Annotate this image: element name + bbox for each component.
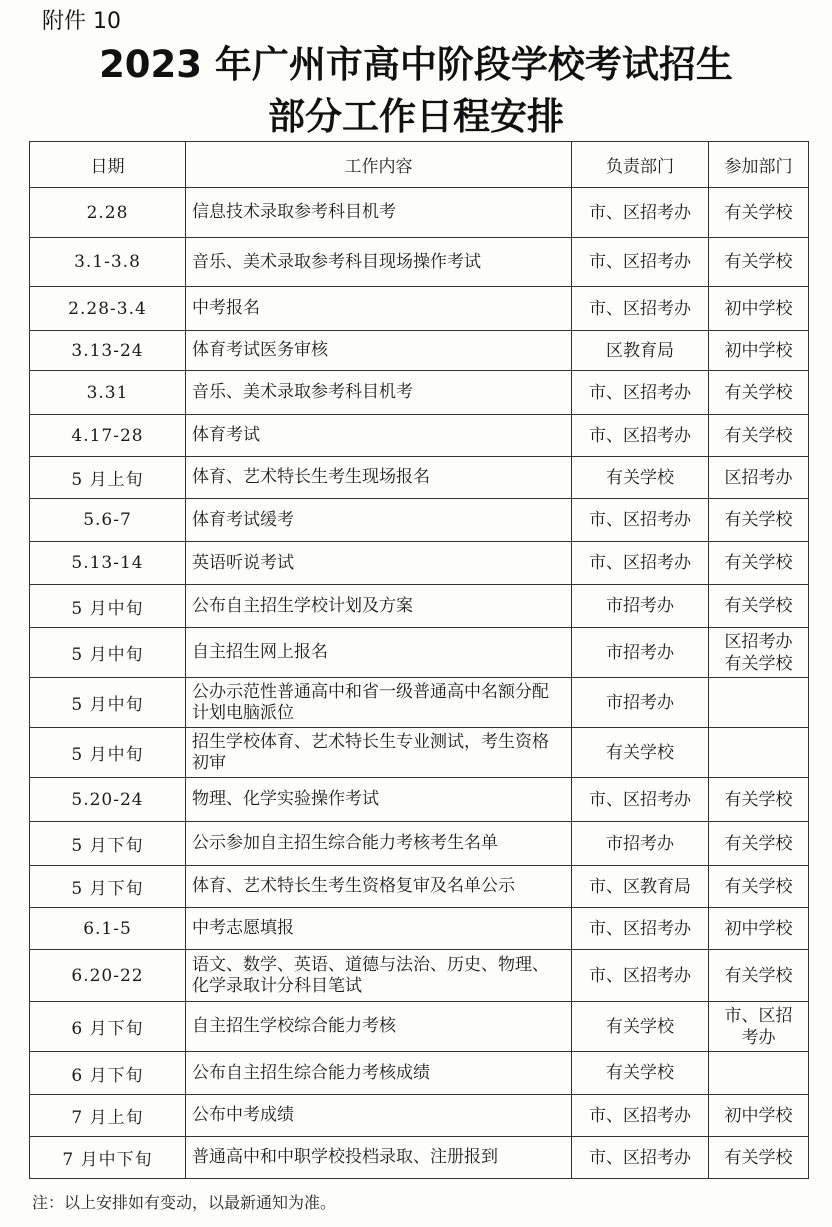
content-cell: 音乐、美术录取参考科目机考 [186, 371, 572, 415]
date-cell: 2.28 [30, 188, 186, 238]
date-cell: 4.17-28 [30, 415, 186, 457]
table-row [30, 950, 809, 1002]
responsible-dept-cell: 市、区招考办 [572, 778, 709, 822]
participating-dept-cell [709, 678, 809, 728]
date-cell: 3.13-24 [30, 331, 186, 371]
participating-dept-cell: 有关学校 [709, 499, 809, 542]
responsible-dept-cell: 市、区招考办 [572, 188, 709, 238]
page-subtitle: 部分工作日程安排 [268, 95, 564, 138]
participating-dept-cell: 有关学校 [709, 950, 809, 1002]
date-cell: 6 月下旬 [30, 1052, 186, 1095]
date-cell: 5 月下旬 [30, 866, 186, 908]
table-row [30, 908, 809, 950]
content-cell: 体育考试医务审核 [186, 331, 572, 371]
participating-dept-cell [709, 1052, 809, 1095]
table-row [30, 866, 809, 908]
table-row [30, 457, 809, 499]
responsible-dept-cell: 市、区招考办 [572, 950, 709, 1002]
responsible-dept-cell: 市、区招考办 [572, 499, 709, 542]
content-cell: 体育考试 [186, 415, 572, 457]
table-row [30, 238, 809, 287]
content-cell: 英语听说考试 [186, 542, 572, 585]
responsible-dept-cell: 市、区招考办 [572, 1095, 709, 1137]
table-row [30, 585, 809, 628]
participating-dept-cell: 有关学校 [709, 542, 809, 585]
date-cell: 7 月上旬 [30, 1095, 186, 1137]
responsible-dept-cell: 市招考办 [572, 678, 709, 728]
participating-dept-cell: 初中学校 [709, 287, 809, 331]
responsible-dept-cell: 市、区招考办 [572, 908, 709, 950]
date-cell: 5.20-24 [30, 778, 186, 822]
table-row [30, 1137, 809, 1179]
content-cell: 自主招生网上报名 [186, 628, 572, 678]
date-cell: 3.1-3.8 [30, 238, 186, 287]
participating-dept-cell: 有关学校 [709, 822, 809, 866]
participating-dept-cell: 有关学校 [709, 188, 809, 238]
responsible-dept-cell: 市、区招考办 [572, 415, 709, 457]
date-cell: 5 月上旬 [30, 457, 186, 499]
date-cell: 5 月中旬 [30, 678, 186, 728]
date-cell: 5 月中旬 [30, 628, 186, 678]
content-cell: 体育考试缓考 [186, 499, 572, 542]
date-cell: 6.1-5 [30, 908, 186, 950]
responsible-dept-cell: 市、区招考办 [572, 1137, 709, 1179]
participating-dept-cell: 有关学校 [709, 371, 809, 415]
responsible-dept-cell: 有关学校 [572, 1002, 709, 1052]
responsible-dept-cell: 区教育局 [572, 331, 709, 371]
table-row [30, 1052, 809, 1095]
responsible-dept-cell: 有关学校 [572, 1052, 709, 1095]
table-header-row [30, 142, 809, 188]
header-content: 工作内容 [186, 142, 572, 188]
table-row [30, 188, 809, 238]
content-cell: 体育、艺术特长生考生现场报名 [186, 457, 572, 499]
participating-dept-cell: 初中学校 [709, 331, 809, 371]
schedule-table [29, 141, 809, 1179]
header-responsible-dept: 负责部门 [572, 142, 709, 188]
date-cell: 7 月中下旬 [30, 1137, 186, 1179]
participating-dept-cell: 有关学校 [709, 1137, 809, 1179]
participating-dept-cell: 有关学校 [709, 585, 809, 628]
table-row [30, 1095, 809, 1137]
participating-dept-cell: 初中学校 [709, 1095, 809, 1137]
participating-dept-cell: 区招考办 [709, 457, 809, 499]
content-cell: 招生学校体育、艺术特长生专业测试，考生资格初审 [186, 728, 572, 778]
responsible-dept-cell: 市招考办 [572, 628, 709, 678]
table-row [30, 371, 809, 415]
content-cell: 语文、数学、英语、道德与法治、历史、物理、化学录取计分科目笔试 [186, 950, 572, 1002]
table-row [30, 822, 809, 866]
content-cell: 物理、化学实验操作考试 [186, 778, 572, 822]
content-cell: 公布自主招生学校计划及方案 [186, 585, 572, 628]
participating-dept-cell: 有关学校 [709, 415, 809, 457]
date-cell: 5 月中旬 [30, 728, 186, 778]
content-cell: 公示参加自主招生综合能力考核考生名单 [186, 822, 572, 866]
date-cell: 2.28-3.4 [30, 287, 186, 331]
table-row [30, 628, 809, 678]
table-row [30, 728, 809, 778]
date-cell: 5 月中旬 [30, 585, 186, 628]
responsible-dept-cell: 有关学校 [572, 457, 709, 499]
table-row [30, 542, 809, 585]
content-cell: 中考报名 [186, 287, 572, 331]
date-cell: 5.6-7 [30, 499, 186, 542]
responsible-dept-cell: 市、区招考办 [572, 542, 709, 585]
content-cell: 音乐、美术录取参考科目现场操作考试 [186, 238, 572, 287]
participating-dept-cell: 初中学校 [709, 908, 809, 950]
content-cell: 公办示范性普通高中和省一级普通高中名额分配计划电脑派位 [186, 678, 572, 728]
footnote: 注：以上安排如有变动，以最新通知为准。 [32, 1193, 337, 1212]
responsible-dept-cell: 有关学校 [572, 728, 709, 778]
participating-dept-cell: 有关学校 [709, 778, 809, 822]
date-cell: 3.31 [30, 371, 186, 415]
participating-dept-cell: 有关学校 [709, 238, 809, 287]
responsible-dept-cell: 市招考办 [572, 822, 709, 866]
content-cell: 中考志愿填报 [186, 908, 572, 950]
table-row [30, 331, 809, 371]
content-cell: 公布自主招生综合能力考核成绩 [186, 1052, 572, 1095]
date-cell: 5.13-14 [30, 542, 186, 585]
content-cell: 体育、艺术特长生考生资格复审及名单公示 [186, 866, 572, 908]
participating-dept-cell: 有关学校 [709, 866, 809, 908]
responsible-dept-cell: 市、区招考办 [572, 287, 709, 331]
responsible-dept-cell: 市、区招考办 [572, 371, 709, 415]
date-cell: 6.20-22 [30, 950, 186, 1002]
content-cell: 公布中考成绩 [186, 1095, 572, 1137]
table-row [30, 287, 809, 331]
table-row [30, 678, 809, 728]
content-cell: 信息技术录取参考科目机考 [186, 188, 572, 238]
responsible-dept-cell: 市、区招考办 [572, 238, 709, 287]
table-row [30, 778, 809, 822]
date-cell: 6 月下旬 [30, 1002, 186, 1052]
participating-dept-cell [709, 728, 809, 778]
date-cell: 5 月下旬 [30, 822, 186, 866]
responsible-dept-cell: 市招考办 [572, 585, 709, 628]
page-title: 2023 年广州市高中阶段学校考试招生 [99, 43, 733, 86]
attachment-label: 附件 10 [42, 9, 121, 34]
table-row [30, 499, 809, 542]
content-cell: 普通高中和中职学校投档录取、注册报到 [186, 1137, 572, 1179]
table-row [30, 415, 809, 457]
header-date: 日期 [30, 142, 186, 188]
participating-dept-cell: 市、区招 考办 [709, 1002, 809, 1052]
header-participating-dept: 参加部门 [709, 142, 809, 188]
participating-dept-cell: 区招考办 有关学校 [709, 628, 809, 678]
table-row [30, 1002, 809, 1052]
content-cell: 自主招生学校综合能力考核 [186, 1002, 572, 1052]
responsible-dept-cell: 市、区教育局 [572, 866, 709, 908]
